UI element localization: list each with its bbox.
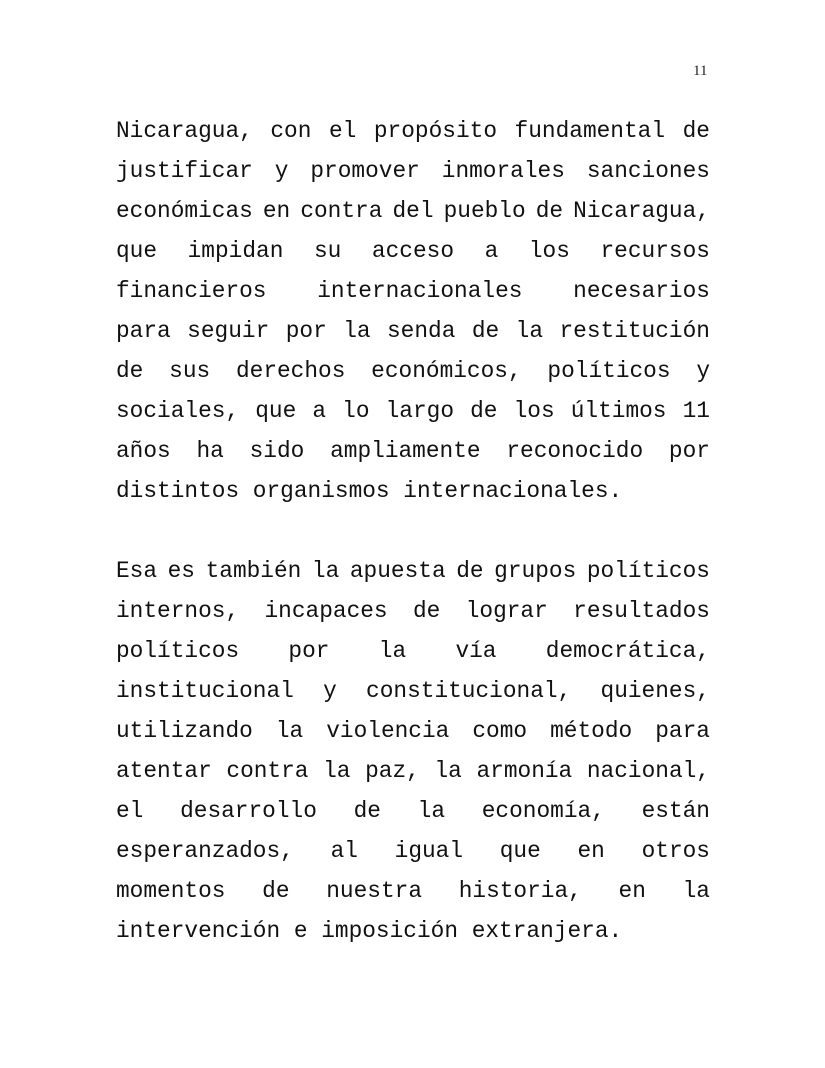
word: democrática, (545, 638, 710, 664)
word: la (378, 638, 407, 664)
word: por (288, 638, 330, 664)
word: lo (342, 398, 370, 424)
word: la (417, 798, 446, 824)
word: acceso (371, 238, 455, 264)
word: historia, (458, 878, 582, 904)
word: lograr (465, 598, 548, 624)
word: ha (196, 438, 224, 464)
word: restitución (559, 318, 710, 344)
word: de (471, 318, 500, 344)
word: de (412, 598, 441, 624)
word: internacionales (317, 278, 523, 304)
word: de (682, 118, 710, 144)
word: Nicaragua, (116, 118, 253, 144)
word: por (285, 318, 327, 344)
word: la (275, 718, 304, 744)
word: reconocido (506, 438, 644, 464)
word: pueblo (443, 198, 526, 224)
word: también (205, 558, 302, 584)
word: económicas (116, 198, 253, 224)
text-line (116, 671, 710, 711)
text-line (116, 871, 710, 911)
word: nuestra (326, 878, 422, 904)
word: constitucional, (366, 678, 572, 704)
text-line (116, 591, 710, 631)
word: sus (169, 358, 211, 384)
word: impidan (187, 238, 284, 264)
text-line (116, 231, 710, 271)
word: 11 (682, 398, 710, 424)
word: la (434, 758, 462, 784)
word: grupos (494, 558, 577, 584)
word: violencia (326, 718, 450, 744)
text-line (116, 311, 710, 351)
text-line (116, 351, 710, 391)
word: del (392, 198, 434, 224)
text-line (116, 791, 710, 831)
word: ampliamente (330, 438, 481, 464)
word: de (535, 198, 564, 224)
word: el (328, 118, 357, 144)
word: en (577, 838, 605, 864)
word: años (116, 438, 171, 464)
word: que (255, 398, 297, 424)
text-line: distintos organismos internacionales. (116, 478, 623, 504)
word: atentar (116, 758, 212, 784)
word: para (655, 718, 710, 744)
word: recursos (600, 238, 710, 264)
word: momentos (116, 878, 226, 904)
text-line (116, 631, 710, 671)
word: de (116, 358, 144, 384)
word: Nicaragua, (573, 198, 710, 224)
paragraph-2 (116, 551, 710, 951)
word: paz, (365, 758, 420, 784)
word: método (550, 718, 633, 744)
word: los (528, 238, 570, 264)
text-line (116, 751, 710, 791)
text-line (116, 431, 710, 471)
word: políticos (586, 558, 710, 584)
word: contra (226, 758, 309, 784)
word: políticos (547, 358, 671, 384)
word: la (515, 318, 544, 344)
word: en (262, 198, 291, 224)
word: necesarios (573, 278, 710, 304)
text-line: intervención e imposición extranjera. (116, 918, 623, 944)
word: senda (387, 318, 456, 344)
text-line (116, 271, 710, 311)
word: fundamental (514, 118, 666, 144)
word: como (472, 718, 528, 744)
body-text (116, 111, 710, 951)
word: internos, (116, 598, 240, 624)
word: a (484, 238, 499, 264)
word: en (618, 878, 646, 904)
word: al (330, 838, 358, 864)
word: esperanzados, (116, 838, 294, 864)
word: económicos, (371, 358, 522, 384)
word: la (311, 558, 340, 584)
word: están (641, 798, 710, 824)
word: Esa (116, 558, 158, 584)
word: derechos (235, 358, 346, 384)
word: de (456, 558, 484, 584)
word: la (323, 758, 351, 784)
word: vía (455, 638, 497, 664)
word: apuesta (349, 558, 446, 584)
word: últimos (570, 398, 667, 424)
word: de (470, 398, 498, 424)
word: sociales, (116, 398, 240, 424)
word: seguir (187, 318, 270, 344)
word: la (682, 878, 710, 904)
word: largo (385, 398, 455, 424)
word: financieros (116, 278, 267, 304)
word: de (262, 878, 290, 904)
word: incapaces (264, 598, 388, 624)
word: que (499, 838, 541, 864)
word: con (270, 118, 312, 144)
word: otros (641, 838, 710, 864)
word: el (116, 798, 144, 824)
word: es (167, 558, 195, 584)
text-line (116, 831, 710, 871)
word: economía, (481, 798, 605, 824)
word: y (696, 358, 710, 384)
word: desarrollo (180, 798, 317, 824)
word: los (513, 398, 555, 424)
word: propósito (373, 118, 497, 144)
word: nacional, (586, 758, 710, 784)
word: utilizando (116, 718, 253, 744)
word: igual (394, 838, 464, 864)
word: inmorales (441, 158, 565, 184)
word: por (668, 438, 710, 464)
word: armonía (476, 758, 573, 784)
word: sido (249, 438, 305, 464)
text-line (116, 151, 710, 191)
text-line (116, 191, 710, 231)
word: promover (310, 158, 420, 184)
word: sanciones (586, 158, 710, 184)
word: y (274, 158, 289, 184)
text-line (116, 551, 710, 591)
word: justificar (116, 158, 253, 184)
text-line (116, 111, 710, 151)
word: a (312, 398, 327, 424)
word: institucional (116, 678, 294, 704)
page-number: 11 (693, 63, 708, 79)
word: su (313, 238, 342, 264)
word: de (353, 798, 381, 824)
text-line (116, 711, 710, 751)
text-line (116, 391, 710, 431)
word: para (116, 318, 171, 344)
word: contra (300, 198, 383, 224)
word: quienes, (600, 678, 710, 704)
word: la (343, 318, 371, 344)
word: y (323, 678, 337, 704)
word: resultados (573, 598, 710, 624)
word: políticos (116, 638, 240, 664)
paragraph-1 (116, 111, 710, 511)
word: que (116, 238, 158, 264)
